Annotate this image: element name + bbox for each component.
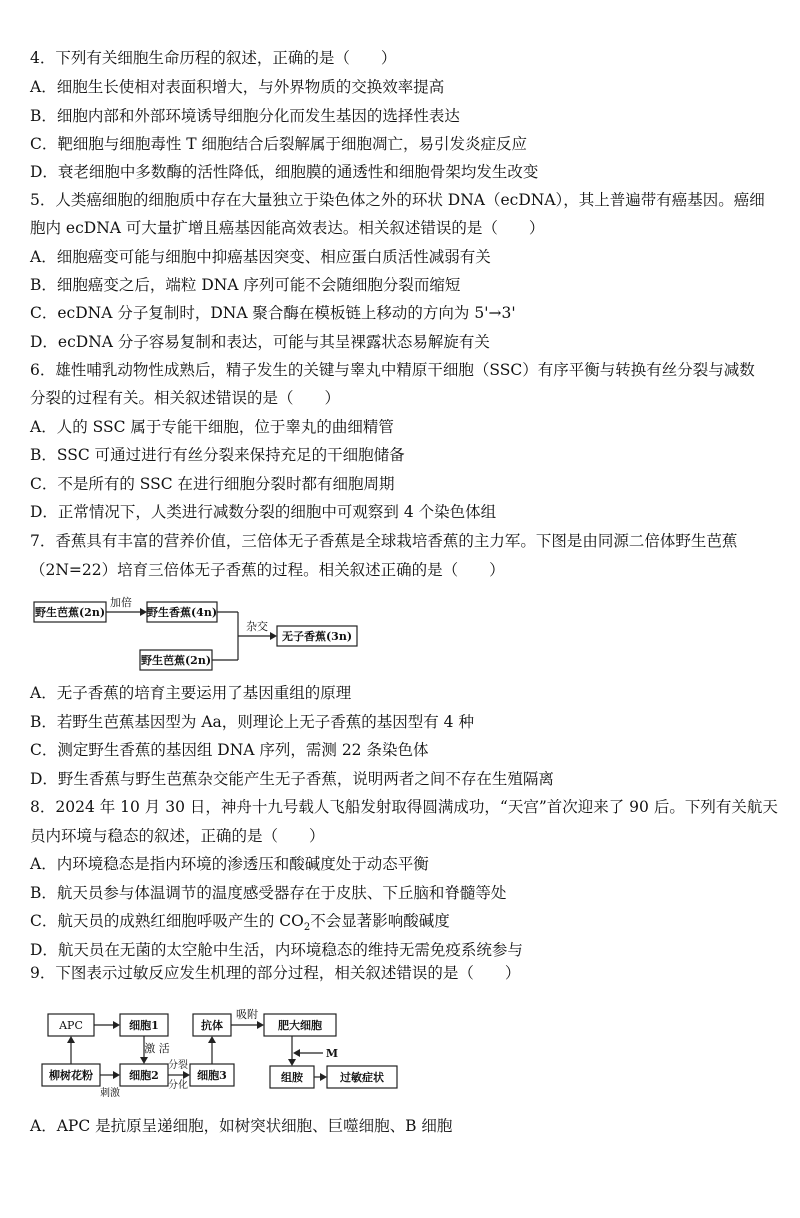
q7-option-b: B．若野生芭蕉基因型为 Aa，则理论上无子香蕉的基因型有 4 种 <box>30 713 474 731</box>
q7-option-c: C．测定野生香蕉的基因组 DNA 序列，需测 22 条染色体 <box>30 741 429 759</box>
q6-option-b: B．SSC 可通过进行有丝分裂来保持充足的干细胞储备 <box>30 446 405 464</box>
q5-option-b: B．细胞癌变之后，端粒 DNA 序列可能不会随细胞分裂而缩短 <box>30 276 461 294</box>
stimulate-label: 刺激 <box>100 1088 120 1099</box>
cell2-label: 细胞2 <box>129 1069 159 1082</box>
q7-stem-line1: 7．香蕉具有丰富的营养价值，三倍体无子香蕉是全球栽培香蕉的主力军。下图是由同源二倍体野生芭蕉 <box>30 532 738 550</box>
allergy-symptom-label: 过敏症状 <box>340 1071 384 1084</box>
q8-option-c-post: 不会显著影响酸碱度 <box>310 912 450 930</box>
q5-option-c: C．ecDNA 分子复制时，DNA 聚合酶在模板链上移动的方向为 5'→3' <box>30 304 516 322</box>
q7-stem-line2: （2N=22）培育三倍体无子香蕉的过程。相关叙述正确的是（ ） <box>30 561 505 579</box>
q8-option-c <box>30 911 450 938</box>
q7-option-d: D．野生香蕉与野生芭蕉杂交能产生无子香蕉，说明两者之间不存在生殖隔离 <box>30 770 554 788</box>
wild-banana-label: 野生香蕉(4n) <box>146 606 218 619</box>
q4-option-b: B．细胞内部和外部环境诱导细胞分化而发生基因的选择性表达 <box>30 107 460 125</box>
antibody-label: 抗体 <box>201 1019 223 1032</box>
mast-cell-label: 肥大细胞 <box>278 1019 322 1032</box>
q5-stem-line2: 胞内 ecDNA 可大量扩增且癌基因能高效表达。相关叙述错误的是（ ） <box>30 219 545 237</box>
q4-stem: 4．下列有关细胞生命历程的叙述，正确的是（ ） <box>30 49 397 67</box>
apc-label: APC <box>59 1019 83 1032</box>
adsorb-label: 吸附 <box>236 1008 258 1021</box>
q4-option-c: C．靶细胞与细胞毒性 T 细胞结合后裂解属于细胞凋亡，易引发炎症反应 <box>30 135 528 153</box>
q6-option-a: A．人的 SSC 属于专能干细胞，位于睾丸的曲细精管 <box>30 418 394 436</box>
q6-option-c: C．不是所有的 SSC 在进行细胞分裂时都有细胞周期 <box>30 475 395 493</box>
q8-option-b: B．航天员参与体温调节的温度感受器存在于皮肤、下丘脑和脊髓等处 <box>30 884 507 902</box>
wild-plantain-label-2: 野生芭蕉(2n) <box>140 654 212 667</box>
q6-stem-line1: 6．雄性哺乳动物性成熟后，精子发生的关键与睾丸中精原干细胞（SSC）有序平衡与转换有丝分裂与减数 <box>30 361 755 379</box>
q9-stem: 9．下图表示过敏反应发生机理的部分过程，相关叙述错误的是（ ） <box>30 964 521 982</box>
histamine-label: 组胺 <box>281 1071 303 1084</box>
cell1-label: 细胞1 <box>129 1019 159 1032</box>
q4-option-d: D．衰老细胞中多数酶的活性降低，细胞膜的通透性和细胞骨架均发生改变 <box>30 163 539 181</box>
double-label: 加倍 <box>110 596 132 609</box>
q9-option-a: A．APC 是抗原呈递细胞，如树突状细胞、巨噬细胞、B 细胞 <box>30 1117 453 1135</box>
wild-plantain-label-1: 野生芭蕉(2n) <box>34 606 106 619</box>
q6-option-d: D．正常情况下，人类进行减数分裂的细胞中可观察到 4 个染色体组 <box>30 503 497 521</box>
willow-pollen-label: 柳树花粉 <box>49 1069 93 1082</box>
q4-option-a: A．细胞生长使相对表面积增大，与外界物质的交换效率提高 <box>30 78 445 96</box>
q8-option-a: A．内环境稳态是指内环境的渗透压和酸碱度处于动态平衡 <box>30 855 429 873</box>
q6-stem-line2: 分裂的过程有关。相关叙述错误的是（ ） <box>30 389 341 407</box>
seedless-banana-label: 无子香蕉(3n) <box>281 630 353 643</box>
q8-option-d: D．航天员在无菌的太空舱中生活，内环境稳态的维持无需免疫系统参与 <box>30 941 523 959</box>
q7-option-a: A．无子香蕉的培育主要运用了基因重组的原理 <box>30 684 352 702</box>
cross-label: 杂交 <box>246 620 268 633</box>
q5-option-a: A．细胞癌变可能与细胞中抑癌基因突变、相应蛋白质活性减弱有关 <box>30 248 491 266</box>
divide-label: 分裂 <box>168 1060 188 1071</box>
banana-breeding-diagram <box>0 590 800 680</box>
q8-option-c-sub: 2 <box>303 922 311 934</box>
q5-option-d: D．ecDNA 分子容易复制和表达，可能与其呈裸露状态易解旋有关 <box>30 333 490 351</box>
differentiate-label: 分化 <box>168 1080 188 1091</box>
activate-label: 激 活 <box>144 1042 170 1055</box>
q8-option-c-pre: C．航天员的成熟红细胞呼吸产生的 CO <box>30 912 304 930</box>
q8-stem-line2: 员内环境与稳态的叙述，正确的是（ ） <box>30 827 325 845</box>
allergy-mechanism-diagram <box>0 1000 800 1100</box>
cell3-label: 细胞3 <box>197 1069 227 1082</box>
m-label: M <box>325 1047 339 1060</box>
q8-stem-line1: 8．2024 年 10 月 30 日，神舟十九号载人飞船发射取得圆满成功，“天宫”首次迎来了 90 后。下列有关航天 <box>30 798 778 816</box>
q5-stem-line1: 5．人类癌细胞的细胞质中存在大量独立于染色体之外的环状 DNA（ecDNA），其上普遍带有癌基因。癌细 <box>30 191 765 209</box>
